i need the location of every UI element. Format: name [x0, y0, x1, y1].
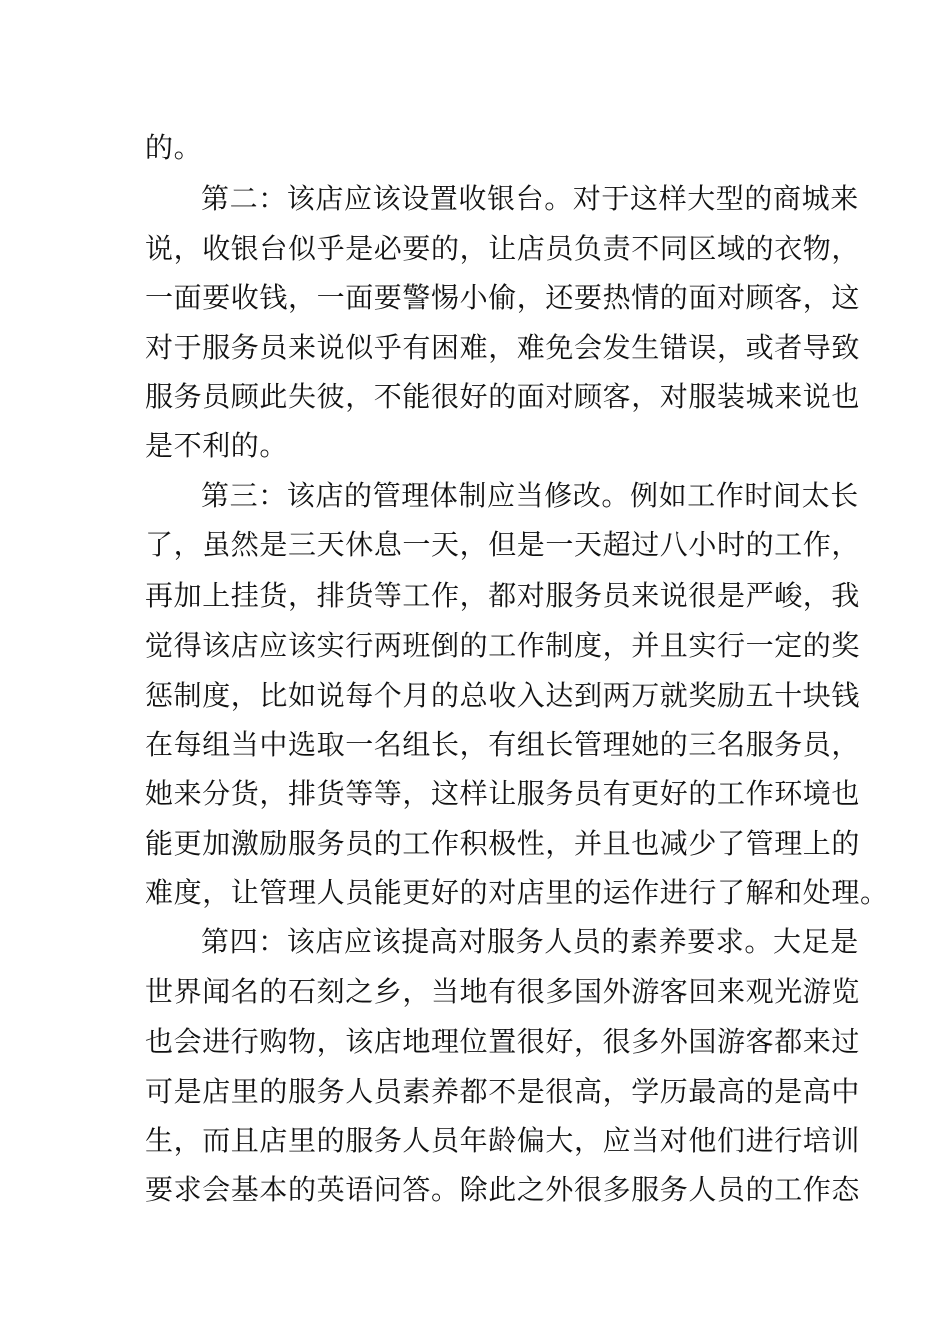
text-line-11: 觉得该店应该实行两班倒的工作制度，并且实行一定的奖	[145, 629, 861, 662]
text-line-3: 说，收银台似乎是必要的，让店员负责不同区域的衣物，	[145, 232, 861, 265]
text-line-18: 世界闻名的石刻之乡，当地有很多国外游客回来观光游览	[145, 975, 861, 1008]
text-line-10: 再加上挂货，排货等工作，都对服务员来说很是严峻，我	[145, 579, 861, 612]
text-line-20: 可是店里的服务人员素养都不是很高，学历最高的是高中	[145, 1075, 861, 1108]
text-line-14: 她来分货，排货等等，这样让服务员有更好的工作环境也	[145, 777, 861, 810]
text-line-5: 对于服务员来说似乎有困难，难免会发生错误，或者导致	[145, 331, 861, 364]
text-line-16: 难度，让管理人员能更好的对店里的运作进行了解和处理。	[145, 876, 889, 909]
text-line-6: 服务员顾此失彼，不能很好的面对顾客，对服装城来说也	[145, 380, 861, 413]
text-line-15: 能更加激励服务员的工作积极性，并且也减少了管理上的	[145, 827, 861, 860]
text-line-19: 也会进行购物，该店地理位置很好，很多外国游客都来过	[145, 1025, 861, 1058]
text-line-12: 惩制度，比如说每个月的总收入达到两万就奖励五十块钱	[145, 679, 861, 712]
text-line-17: 第四：该店应该提高对服务人员的素养要求。大足是	[201, 925, 859, 958]
text-line-13: 在每组当中选取一名组长，有组长管理她的三名服务员，	[145, 728, 861, 761]
text-line-9: 了，虽然是三天休息一天，但是一天超过八小时的工作，	[145, 528, 861, 561]
text-line-2: 第二：该店应该设置收银台。对于这样大型的商城来	[201, 182, 859, 215]
text-line-1: 的。	[145, 131, 203, 164]
text-line-4: 一面要收钱，一面要警惕小偷，还要热情的面对顾客，这	[145, 281, 861, 314]
text-line-8: 第三：该店的管理体制应当修改。例如工作时间太长	[201, 479, 859, 512]
text-line-7: 是不利的。	[145, 429, 289, 462]
text-line-21: 生，而且店里的服务人员年龄偏大，应当对他们进行培训	[145, 1124, 861, 1157]
text-line-22: 要求会基本的英语问答。除此之外很多服务人员的工作态	[145, 1173, 861, 1206]
